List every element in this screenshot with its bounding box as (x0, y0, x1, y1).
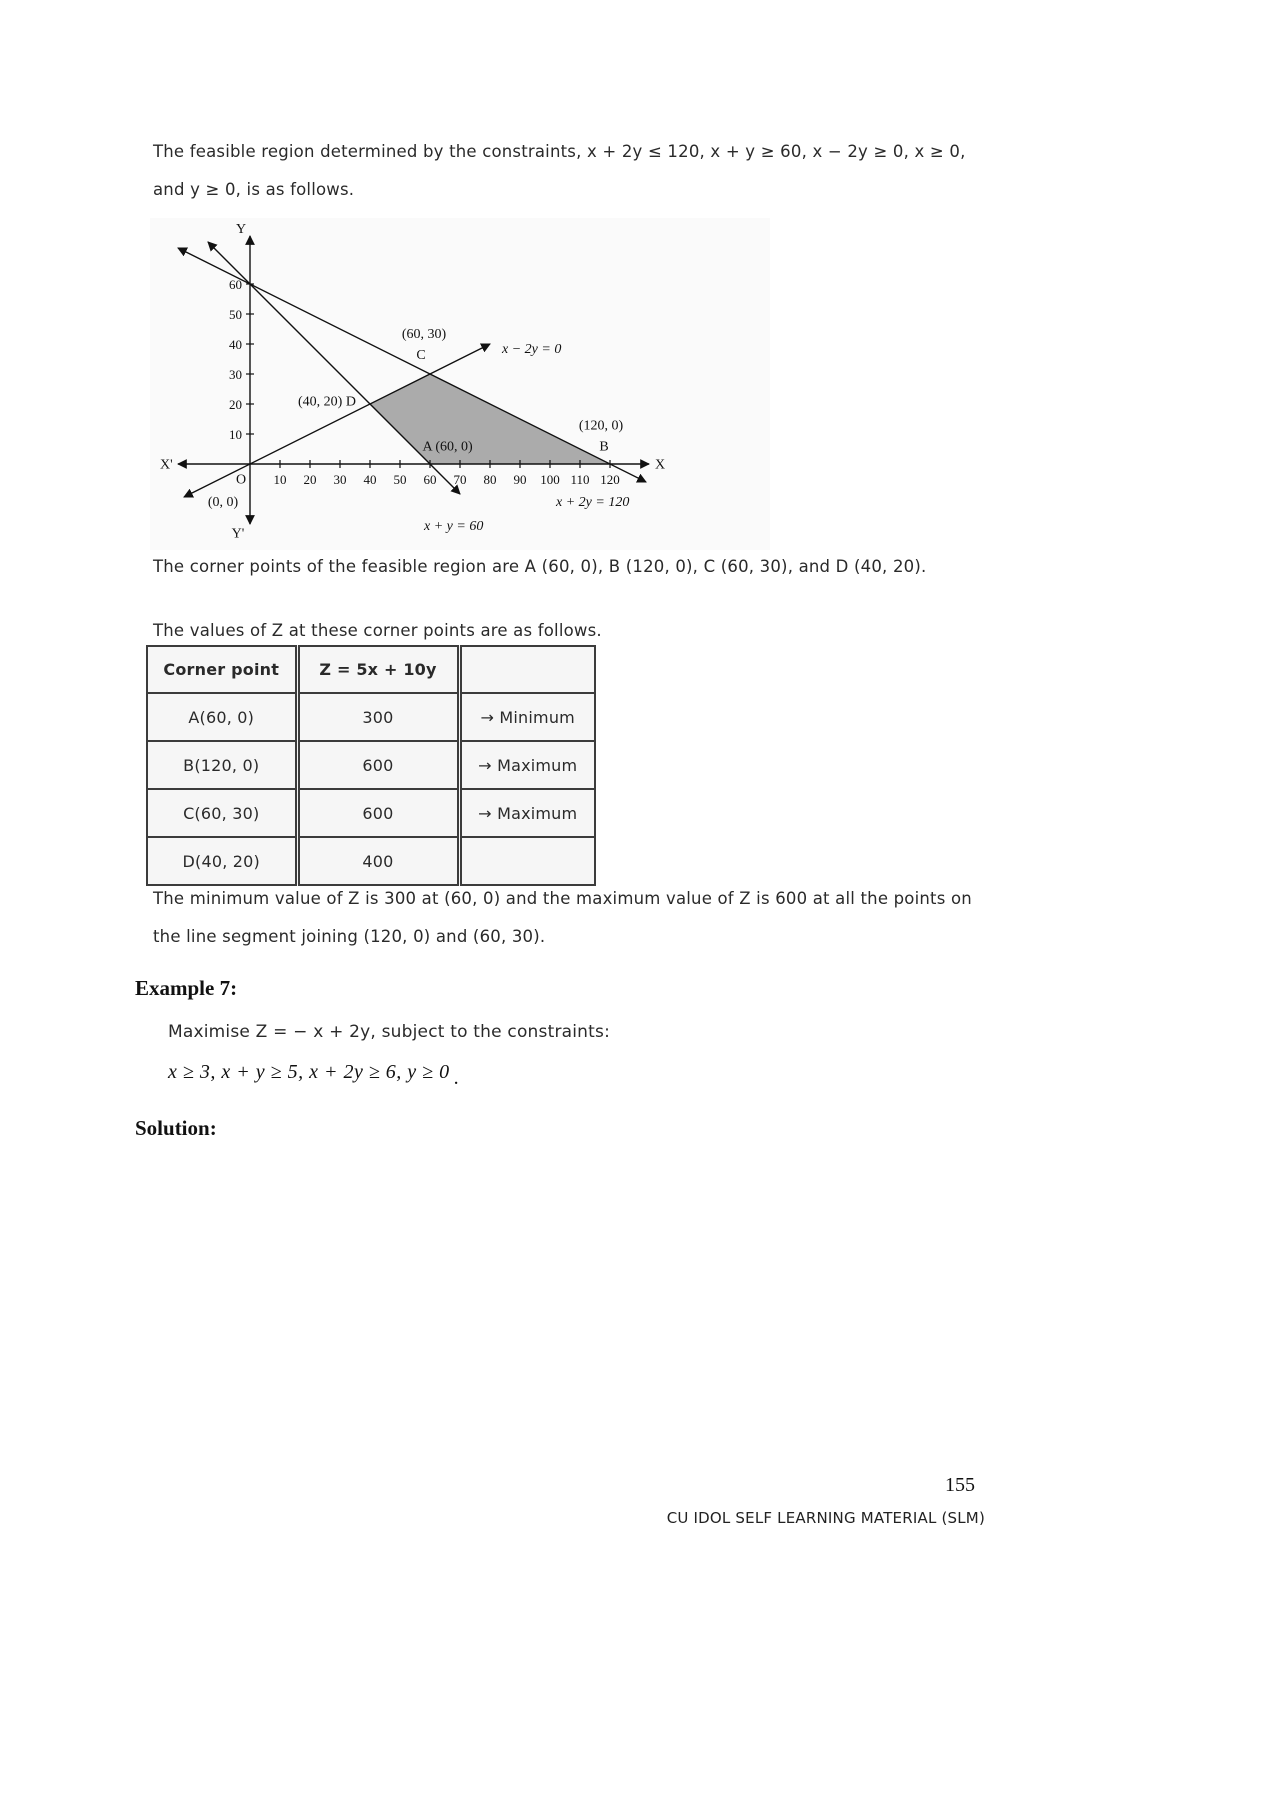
note-cell (459, 837, 595, 885)
x-tick-label: 80 (483, 472, 497, 487)
y-tick-label: 30 (229, 367, 242, 382)
z-values-paragraph: The values of Z at these corner points are as follows. (153, 621, 602, 640)
x-tick-label: 50 (393, 472, 407, 487)
y-tick-label: 40 (229, 337, 242, 352)
x-tick-label: 100 (540, 472, 560, 487)
footer-text: CU IDOL SELF LEARNING MATERIAL (SLM) (666, 1509, 985, 1527)
x-tick-label: 60 (423, 472, 437, 487)
graph-label: (120, 0) (578, 418, 624, 434)
x-tick-label: 30 (333, 472, 347, 487)
graph-label: (40, 20) D (298, 394, 356, 410)
corner-point-cell: A(60, 0) (147, 693, 297, 741)
col-header-note (459, 646, 595, 693)
intro-paragraph: The feasible region determined by the constraints, x + 2y ≤ 120, x + y ≥ 60, x − 2y ≥ 0, x ≥ 0, and y ≥ 0, is as follows. (153, 142, 966, 199)
z-value-cell: 300 (297, 693, 459, 741)
y-tick-label: 10 (229, 427, 242, 442)
constraints-text: x ≥ 3, x + y ≥ 5, x + 2y ≥ 6, y ≥ 0 (168, 1061, 450, 1083)
x-tick-label: 20 (303, 472, 317, 487)
line-equation-label: x + y = 60 (424, 519, 484, 534)
corner-points-paragraph: The corner points of the feasible region are A (60, 0), B (120, 0), C (60, 30), and D (40, 20). (153, 557, 927, 576)
constraints-line (168, 1061, 460, 1089)
table-row (147, 789, 595, 837)
graph-label: C (416, 348, 426, 363)
note-cell: → Minimum (459, 693, 595, 741)
solution-heading: Solution: (135, 1116, 217, 1140)
x-tick-label: 40 (363, 472, 377, 487)
graph-label: X (655, 457, 666, 473)
x-tick-label: 120 (600, 472, 620, 487)
constraints-period: . (453, 1067, 460, 1089)
y-tick-label: 50 (229, 307, 242, 322)
table-header-row (147, 646, 595, 693)
feasible-region-polygon (370, 374, 610, 464)
z-value-cell: 600 (297, 789, 459, 837)
graph-label: A (60, 0) (422, 439, 473, 455)
z-value-cell: 400 (297, 837, 459, 885)
note-cell: → Maximum (459, 789, 595, 837)
corner-point-cell: D(40, 20) (147, 837, 297, 885)
corner-points-table (146, 645, 596, 886)
objective-text: Maximise Z = − x + 2y, subject to the constraints: (168, 1022, 611, 1042)
corner-point-cell: C(60, 30) (147, 789, 297, 837)
x-tick-label: 110 (570, 472, 590, 487)
graph-label: B (599, 439, 609, 455)
y-tick-label: 20 (229, 397, 242, 412)
note-cell: → Maximum (459, 741, 595, 789)
example-heading: Example 7: (135, 976, 238, 1000)
line-equation-label: x − 2y = 0 (502, 342, 562, 357)
page-number: 155 (945, 1474, 975, 1496)
col-header-corner-point: Corner point (147, 646, 297, 693)
x-tick-label: 10 (273, 472, 287, 487)
table-row (147, 741, 595, 789)
graph-label: O (235, 472, 247, 488)
x-tick-label: 70 (453, 472, 467, 487)
constraint-line (208, 242, 460, 494)
graph-label: Y' (231, 526, 245, 542)
y-tick-label: 60 (229, 277, 242, 292)
feasible-region-graph (150, 218, 770, 550)
corner-point-cell: B(120, 0) (147, 741, 297, 789)
graph-label: (60, 30) (401, 327, 447, 342)
col-header-z-formula: Z = 5x + 10y (297, 646, 459, 693)
table-row (147, 693, 595, 741)
x-tick-label: 90 (513, 472, 527, 487)
result-paragraph: The minimum value of Z is 300 at (60, 0) and the maximum value of Z is 600 at all the points on the line segment joining (120, 0) and (60, 30). (153, 889, 972, 946)
graph-label: Y (235, 222, 247, 237)
z-value-cell: 600 (297, 741, 459, 789)
graph-label: X' (160, 457, 173, 473)
graph-label: (0, 0) (207, 495, 239, 510)
table-row (147, 837, 595, 885)
feasible-region-figure (150, 218, 770, 550)
line-equation-label: x + 2y = 120 (556, 495, 630, 510)
